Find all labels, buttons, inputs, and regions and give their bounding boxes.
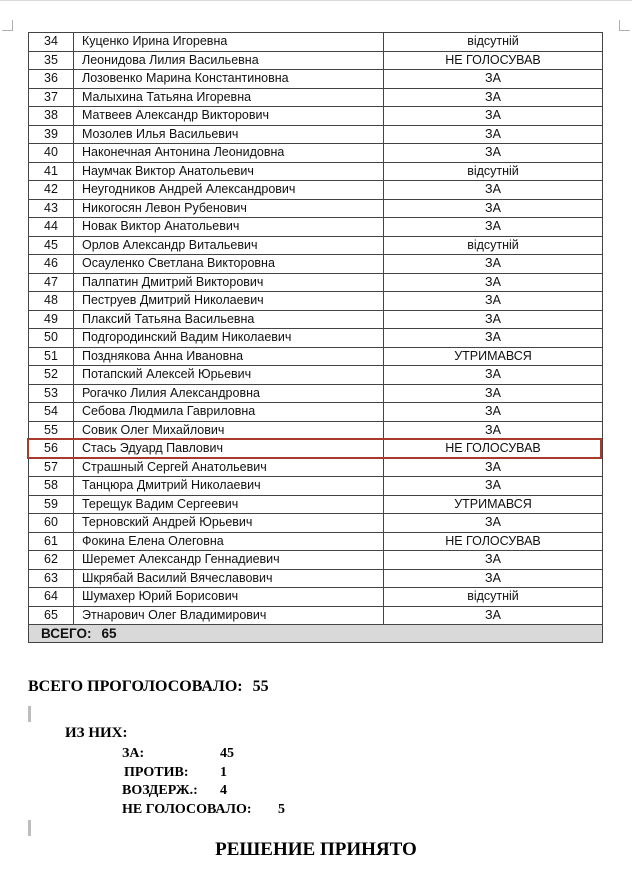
table-row: [29, 144, 603, 163]
vote-cell: ЗА: [384, 273, 603, 292]
paragraph-mark: [28, 820, 31, 836]
row-number-cell: 49: [29, 310, 74, 329]
table-row: [29, 551, 603, 570]
vote-cell: ЗА: [384, 366, 603, 385]
result-abstained-label: ВОЗДЕРЖ.:: [122, 783, 198, 798]
vote-cell: ЗА: [384, 255, 603, 274]
member-name-cell: Новак Виктор Анатольевич: [74, 218, 384, 237]
row-number-cell: 43: [29, 199, 74, 218]
row-number-cell: 60: [29, 514, 74, 533]
table-row: [29, 569, 603, 588]
row-number-cell: 63: [29, 569, 74, 588]
row-number-cell: 58: [29, 477, 74, 496]
table-row: [29, 51, 603, 70]
member-name-cell: Куценко Ирина Игоревна: [74, 33, 384, 52]
result-against-label: ПРОТИВ:: [124, 765, 189, 780]
vote-cell: ЗА: [384, 384, 603, 403]
member-name-cell: Орлов Александр Витальевич: [74, 236, 384, 255]
row-number-cell: 48: [29, 292, 74, 311]
vote-cell: ЗА: [384, 144, 603, 163]
vote-cell: ЗА: [384, 458, 603, 477]
table-row: [29, 70, 603, 89]
vote-cell: УТРИМАВСЯ: [384, 347, 603, 366]
vote-cell: ЗА: [384, 606, 603, 625]
vote-cell: ЗА: [384, 70, 603, 89]
result-for-label: ЗА:: [122, 746, 145, 761]
paragraph-mark: [28, 706, 31, 722]
vote-cell: ЗА: [384, 403, 603, 422]
vote-cell: ЗА: [384, 218, 603, 237]
vote-cell: ЗА: [384, 514, 603, 533]
table-row: [29, 199, 603, 218]
table-row: [29, 255, 603, 274]
result-for-value: 45: [220, 746, 234, 761]
total-voted-label: ВСЕГО ПРОГОЛОСОВАЛО:: [28, 678, 243, 695]
table-row: [29, 310, 603, 329]
table-row: [29, 606, 603, 625]
vote-cell: ЗА: [384, 88, 603, 107]
row-number-cell: 50: [29, 329, 74, 348]
member-name-cell: Мозолев Илья Васильевич: [74, 125, 384, 144]
total-voted-value: 55: [252, 678, 269, 695]
vote-cell: НЕ ГОЛОСУВАВ: [384, 440, 603, 459]
table-row: [29, 329, 603, 348]
member-name-cell: Палпатин Дмитрий Викторович: [74, 273, 384, 292]
member-name-cell: Потапский Алексей Юрьевич: [74, 366, 384, 385]
row-number-cell: 55: [29, 421, 74, 440]
vote-cell: ЗА: [384, 199, 603, 218]
member-name-cell: Неугодников Андрей Александрович: [74, 181, 384, 200]
table-row: [29, 347, 603, 366]
table-row: [29, 292, 603, 311]
table-row: [29, 366, 603, 385]
member-name-cell: Стась Эдуард Павлович: [74, 440, 384, 459]
vote-cell: ЗА: [384, 569, 603, 588]
row-number-cell: 36: [29, 70, 74, 89]
vote-cell: ЗА: [384, 310, 603, 329]
row-number-cell: 37: [29, 88, 74, 107]
row-number-cell: 61: [29, 532, 74, 551]
vote-cell: ЗА: [384, 107, 603, 126]
member-name-cell: Осауленко Светлана Викторовна: [74, 255, 384, 274]
row-number-cell: 45: [29, 236, 74, 255]
member-name-cell: Никогосян Левон Рубенович: [74, 199, 384, 218]
result-not-voted-label: НЕ ГОЛОСОВАЛО:: [122, 802, 252, 817]
table-row: [29, 403, 603, 422]
vote-cell: ЗА: [384, 551, 603, 570]
table-row: [29, 421, 603, 440]
table-row: [29, 33, 603, 52]
member-name-cell: Наконечная Антонина Леонидовна: [74, 144, 384, 163]
row-number-cell: 35: [29, 51, 74, 70]
table-row: [29, 273, 603, 292]
row-number-cell: 59: [29, 495, 74, 514]
row-number-cell: 56: [29, 440, 74, 459]
member-name-cell: Терещук Вадим Сергеевич: [74, 495, 384, 514]
votes-table-body: [29, 33, 603, 643]
row-number-cell: 44: [29, 218, 74, 237]
row-number-cell: 65: [29, 606, 74, 625]
result-not-voted-value: 5: [278, 802, 285, 817]
vote-cell: відсутній: [384, 588, 603, 607]
member-name-cell: Рогачко Лилия Александровна: [74, 384, 384, 403]
row-number-cell: 51: [29, 347, 74, 366]
vote-cell: ЗА: [384, 329, 603, 348]
table-row: [29, 532, 603, 551]
member-name-cell: Леонидова Лилия Васильевна: [74, 51, 384, 70]
member-name-cell: Терновский Андрей Юрьевич: [74, 514, 384, 533]
member-name-cell: Лозовенко Марина Константиновна: [74, 70, 384, 89]
member-name-cell: Пеструев Дмитрий Николаевич: [74, 292, 384, 311]
vote-cell: НЕ ГОЛОСУВАВ: [384, 532, 603, 551]
member-name-cell: Шкрябай Василий Вячеславович: [74, 569, 384, 588]
member-name-cell: Плаксий Татьяна Васильевна: [74, 310, 384, 329]
member-name-cell: Шеремет Александр Геннадиевич: [74, 551, 384, 570]
member-name-cell: Фокина Елена Олеговна: [74, 532, 384, 551]
decision-heading: РЕШЕНИЕ ПРИНЯТО: [215, 839, 417, 860]
total-row: [29, 625, 603, 643]
result-against-value: 1: [220, 765, 227, 780]
total-value: 65: [101, 626, 117, 641]
row-number-cell: 40: [29, 144, 74, 163]
member-name-cell: Подгородинский Вадим Николаевич: [74, 329, 384, 348]
vote-cell: ЗА: [384, 292, 603, 311]
table-row: [29, 440, 603, 459]
member-name-cell: Этнарович Олег Владимирович: [74, 606, 384, 625]
table-row: [29, 162, 603, 181]
member-name-cell: Наумчак Виктор Анатольевич: [74, 162, 384, 181]
votes-table: [28, 32, 603, 643]
margin-corner-mark: [2, 20, 13, 31]
vote-cell: ЗА: [384, 477, 603, 496]
row-number-cell: 52: [29, 366, 74, 385]
vote-cell: НЕ ГОЛОСУВАВ: [384, 51, 603, 70]
table-row: [29, 236, 603, 255]
row-number-cell: 57: [29, 458, 74, 477]
row-number-cell: 54: [29, 403, 74, 422]
row-number-cell: 42: [29, 181, 74, 200]
row-number-cell: 53: [29, 384, 74, 403]
member-name-cell: Шумахер Юрий Борисович: [74, 588, 384, 607]
table-row: [29, 218, 603, 237]
member-name-cell: Танцюра Дмитрий Николаевич: [74, 477, 384, 496]
page-edge: [0, 0, 632, 1]
vote-cell: відсутній: [384, 33, 603, 52]
table-row: [29, 588, 603, 607]
result-abstained-value: 4: [220, 783, 227, 798]
table-row: [29, 495, 603, 514]
row-number-cell: 34: [29, 33, 74, 52]
table-row: [29, 125, 603, 144]
vote-cell: ЗА: [384, 421, 603, 440]
table-row: [29, 477, 603, 496]
vote-cell: ЗА: [384, 125, 603, 144]
table-row: [29, 88, 603, 107]
row-number-cell: 41: [29, 162, 74, 181]
member-name-cell: Себова Людмила Гавриловна: [74, 403, 384, 422]
of-them-heading: ИЗ НИХ:: [65, 725, 128, 741]
margin-corner-mark: [619, 20, 630, 31]
vote-cell: відсутній: [384, 162, 603, 181]
member-name-cell: Страшный Сергей Анатольевич: [74, 458, 384, 477]
table-row: [29, 458, 603, 477]
vote-cell: УТРИМАВСЯ: [384, 495, 603, 514]
row-number-cell: 64: [29, 588, 74, 607]
table-row: [29, 384, 603, 403]
table-row: [29, 107, 603, 126]
table-row: [29, 514, 603, 533]
member-name-cell: Матвеев Александр Викторович: [74, 107, 384, 126]
vote-cell: ЗА: [384, 181, 603, 200]
vote-cell: відсутній: [384, 236, 603, 255]
table-row: [29, 181, 603, 200]
total-label: ВСЕГО:: [41, 626, 92, 641]
row-number-cell: 38: [29, 107, 74, 126]
total-cell: [29, 625, 603, 643]
member-name-cell: Совик Олег Михайлович: [74, 421, 384, 440]
member-name-cell: Малыхина Татьяна Игоревна: [74, 88, 384, 107]
row-number-cell: 47: [29, 273, 74, 292]
total-voted-line: [28, 678, 269, 696]
row-number-cell: 46: [29, 255, 74, 274]
member-name-cell: Позднякова Анна Ивановна: [74, 347, 384, 366]
row-number-cell: 62: [29, 551, 74, 570]
row-number-cell: 39: [29, 125, 74, 144]
